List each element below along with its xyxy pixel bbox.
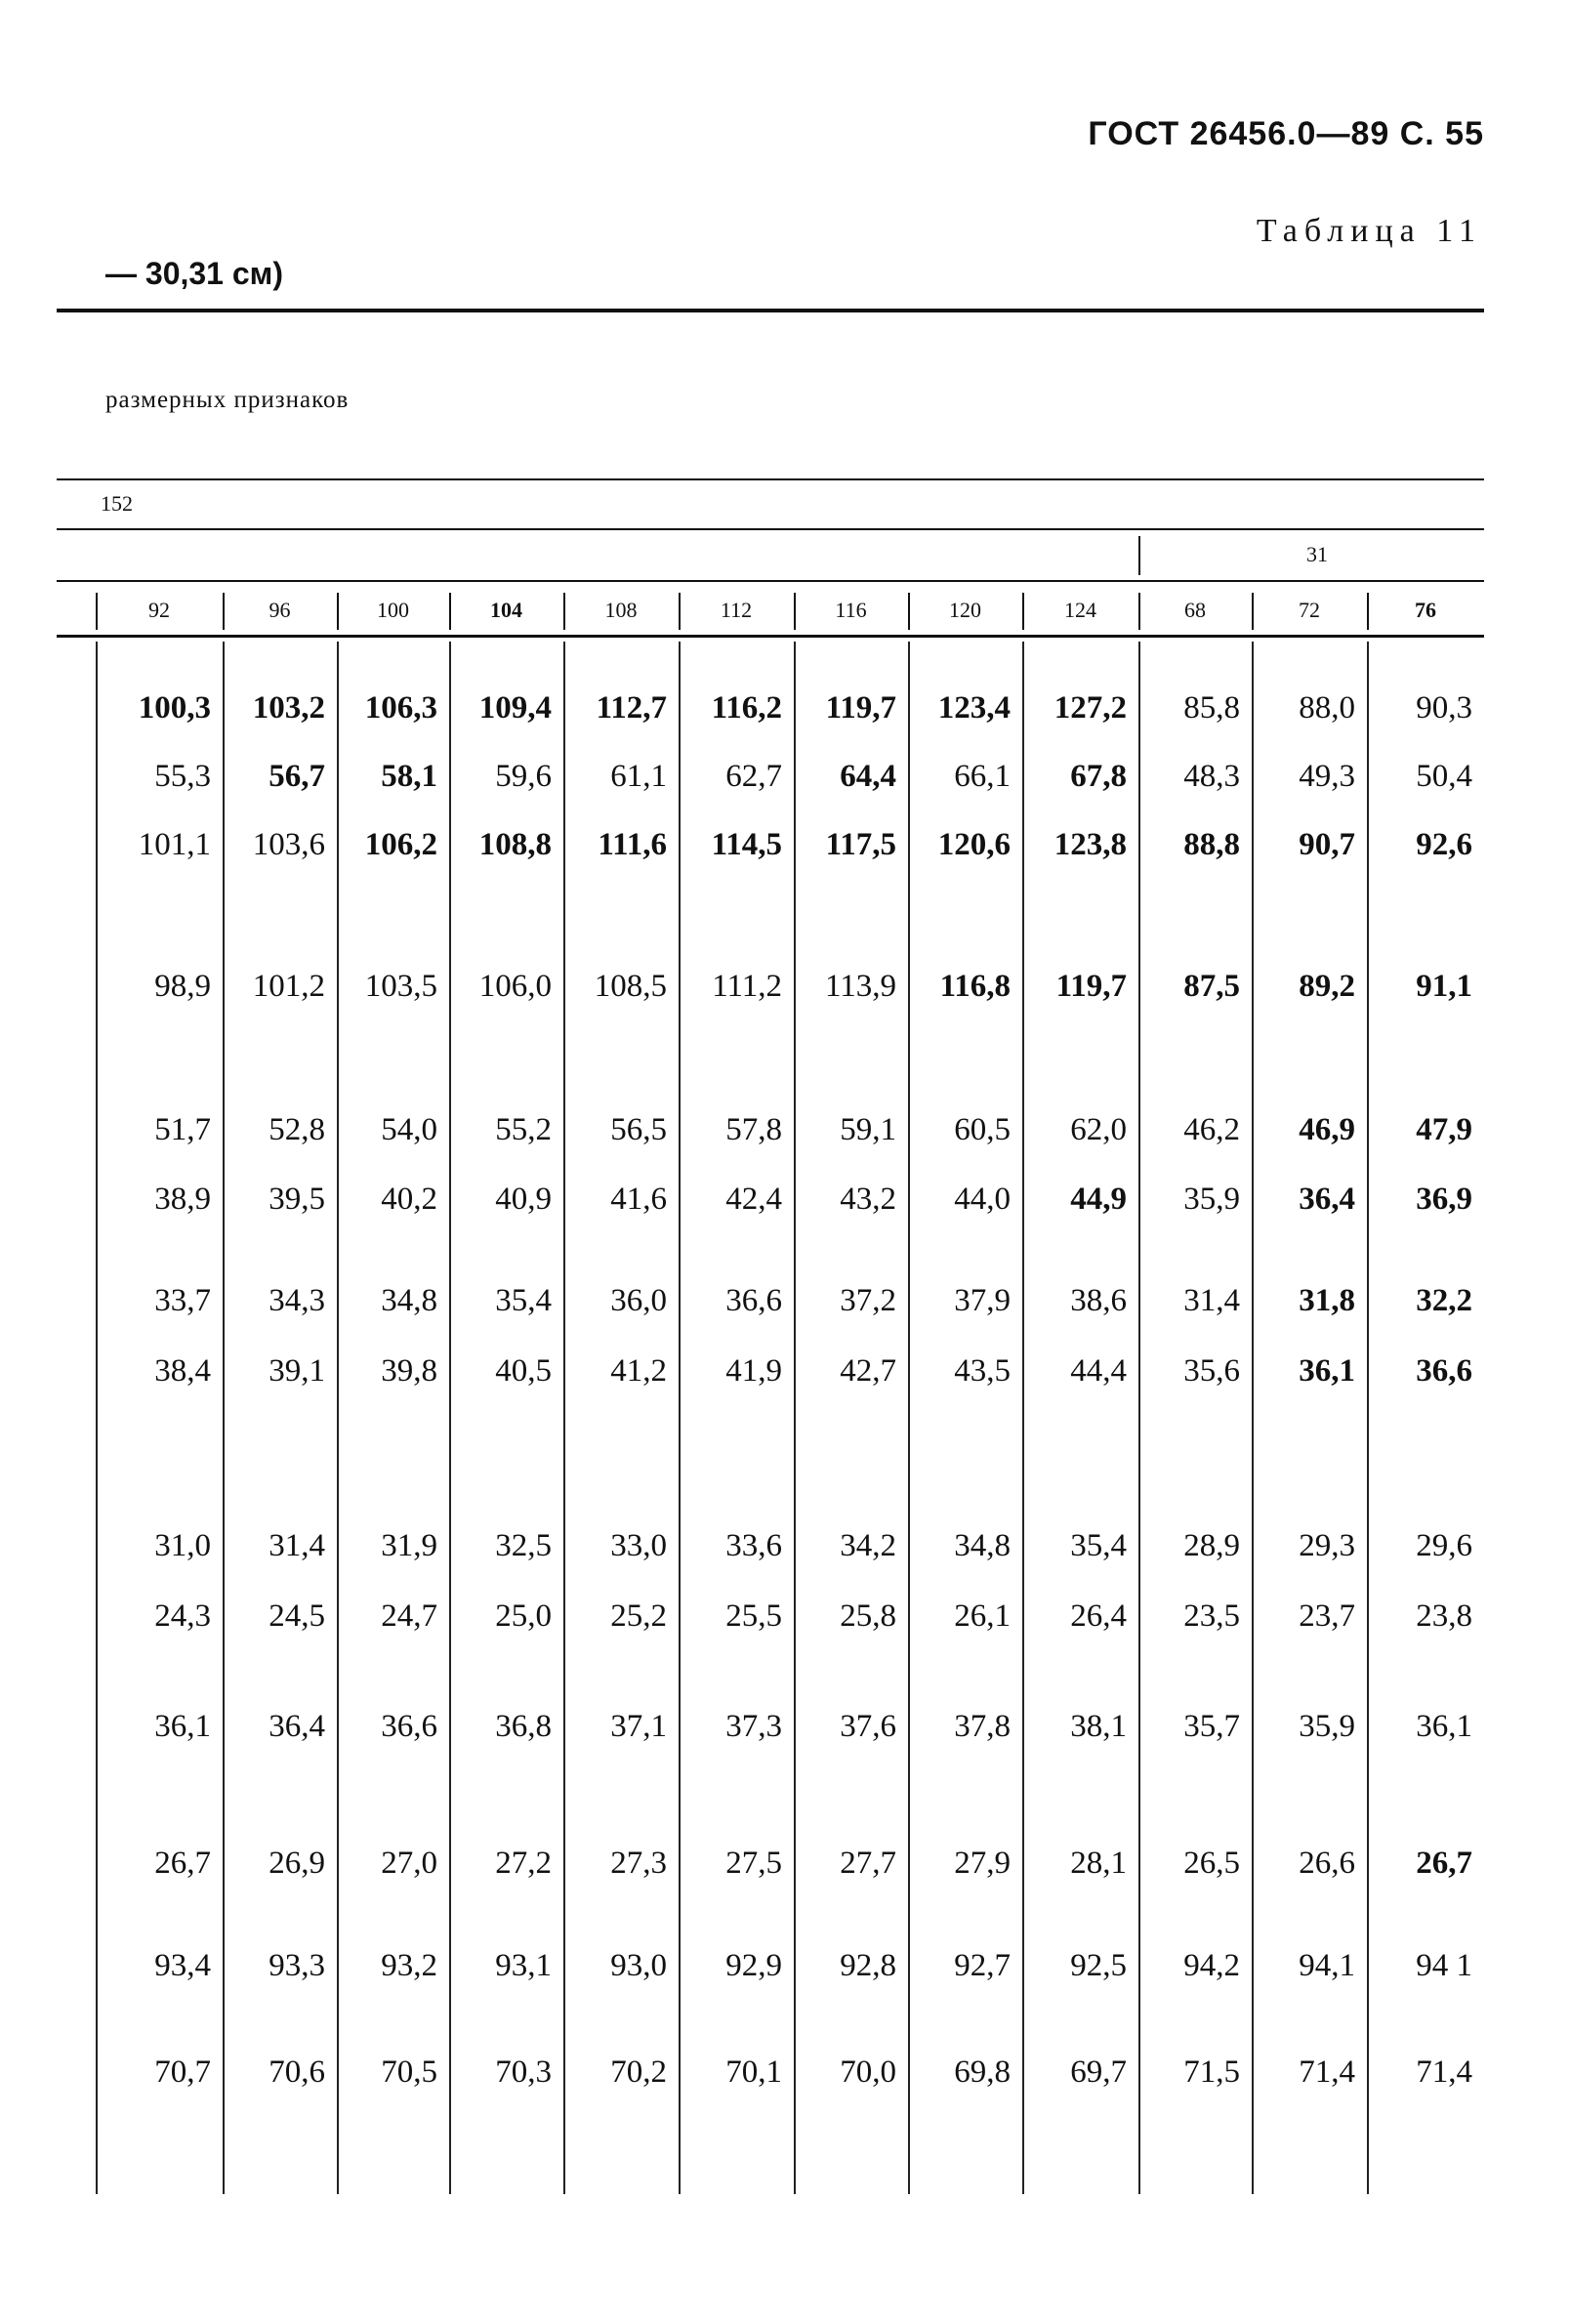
table-cell: 26,7 xyxy=(154,1846,211,1881)
table-cell: 36,1 xyxy=(1416,1709,1472,1744)
table-cell: 123,8 xyxy=(1054,827,1127,862)
table-cell: 108,5 xyxy=(594,969,667,1004)
table-cell: 37,2 xyxy=(840,1283,896,1318)
table-cell: 112,7 xyxy=(596,690,667,726)
column-header-68: 68 xyxy=(1184,598,1206,622)
table-cell: 26,6 xyxy=(1299,1846,1355,1881)
table-cell: 40,2 xyxy=(381,1182,437,1217)
table-cell: 26,7 xyxy=(1416,1846,1472,1881)
column-rule xyxy=(679,642,681,2194)
table-cell: 37,8 xyxy=(954,1709,1011,1744)
table-cell: 46,2 xyxy=(1183,1112,1240,1147)
table-cell: 93,4 xyxy=(154,1948,211,1983)
table-cell: 119,7 xyxy=(825,690,896,726)
table-cell: 35,7 xyxy=(1183,1709,1240,1744)
table-cell: 36,9 xyxy=(1416,1182,1472,1217)
table-cell: 24,3 xyxy=(154,1598,211,1634)
column-rule xyxy=(449,642,451,2194)
table-cell: 113,9 xyxy=(824,969,896,1004)
table-cell: 92,5 xyxy=(1070,1948,1127,1983)
table-cell: 93,3 xyxy=(269,1948,325,1983)
table-cell: 23,5 xyxy=(1183,1598,1240,1634)
table-cell: 28,9 xyxy=(1183,1528,1240,1563)
table-cell: 29,6 xyxy=(1416,1528,1472,1563)
table-cell: 37,1 xyxy=(610,1709,667,1744)
table-cell: 27,2 xyxy=(495,1846,552,1881)
table-cell: 34,8 xyxy=(381,1283,437,1318)
table-cell: 23,7 xyxy=(1299,1598,1355,1634)
header-separator xyxy=(794,593,796,630)
table-cell: 123,4 xyxy=(937,690,1011,726)
table-cell: 101,2 xyxy=(252,969,325,1004)
table-cell: 31,4 xyxy=(1183,1283,1240,1318)
table-cell: 38,1 xyxy=(1070,1709,1127,1744)
column-header-96: 96 xyxy=(269,598,291,622)
table-cell: 67,8 xyxy=(1070,759,1127,794)
table-cell: 27,7 xyxy=(840,1846,896,1881)
table-cell: 64,4 xyxy=(840,759,896,794)
table-cell: 35,4 xyxy=(1070,1528,1127,1563)
table-cell: 94,1 xyxy=(1299,1948,1355,1983)
table-cell: 70,6 xyxy=(269,2054,325,2090)
table-cell: 42,4 xyxy=(725,1182,782,1217)
table-cell: 36,1 xyxy=(1299,1353,1355,1389)
table-cell: 103,2 xyxy=(252,690,325,726)
table-cell: 32,2 xyxy=(1416,1283,1472,1318)
table-cell: 70,2 xyxy=(610,2054,667,2090)
column-header-76: 76 xyxy=(1415,598,1436,622)
table-cell: 69,8 xyxy=(954,2054,1011,2090)
table-rule-1 xyxy=(57,478,1484,480)
table-cell: 36,0 xyxy=(610,1283,667,1318)
table-cell: 27,0 xyxy=(381,1846,437,1881)
table-cell: 106,3 xyxy=(364,690,437,726)
table-cell: 40,5 xyxy=(495,1353,552,1389)
table-cell: 39,5 xyxy=(269,1182,325,1217)
table-cell: 35,4 xyxy=(495,1283,552,1318)
column-header-124: 124 xyxy=(1064,598,1096,622)
header-separator xyxy=(1022,593,1024,630)
table-cell: 94,2 xyxy=(1183,1948,1240,1983)
table-cell: 34,8 xyxy=(954,1528,1011,1563)
table-cell: 60,5 xyxy=(954,1112,1011,1147)
column-header-92: 92 xyxy=(148,598,170,622)
table-cell: 57,8 xyxy=(725,1112,782,1147)
table-cell: 58,1 xyxy=(381,759,437,794)
unit-fragment: — 30,31 см) xyxy=(105,256,283,291)
table-cell: 24,5 xyxy=(269,1598,325,1634)
table-cell: 31,8 xyxy=(1299,1283,1355,1318)
table-cell: 37,9 xyxy=(954,1283,1011,1318)
table-cell: 35,6 xyxy=(1183,1353,1240,1389)
table-cell: 44,4 xyxy=(1070,1353,1127,1389)
table-cell: 93,1 xyxy=(495,1948,552,1983)
table-cell: 92,8 xyxy=(840,1948,896,1983)
header-separator xyxy=(908,593,910,630)
table-cell: 120,6 xyxy=(937,827,1011,862)
table-cell: 51,7 xyxy=(154,1112,211,1147)
column-rule xyxy=(1022,642,1024,2194)
table-rule-2 xyxy=(57,528,1484,530)
table-cell: 35,9 xyxy=(1299,1709,1355,1744)
table-cell: 26,5 xyxy=(1183,1846,1240,1881)
group-label-152: 152 xyxy=(101,491,133,516)
group-separator xyxy=(1138,536,1140,575)
table-cell: 71,5 xyxy=(1183,2054,1240,2090)
table-cell: 59,1 xyxy=(840,1112,896,1147)
table-cell: 46,9 xyxy=(1299,1112,1355,1147)
table-cell: 56,5 xyxy=(610,1112,667,1147)
table-cell: 39,8 xyxy=(381,1353,437,1389)
table-cell: 111,2 xyxy=(712,969,782,1004)
top-rule xyxy=(57,309,1484,312)
header-separator xyxy=(1138,593,1140,630)
header-separator xyxy=(1252,593,1254,630)
table-cell: 88,0 xyxy=(1299,690,1355,726)
column-header-100: 100 xyxy=(377,598,409,622)
table-cell: 111,6 xyxy=(598,827,667,862)
table-cell: 100,3 xyxy=(138,690,211,726)
table-cell: 29,3 xyxy=(1299,1528,1355,1563)
table-cell: 41,6 xyxy=(610,1182,667,1217)
column-header-112: 112 xyxy=(720,598,753,622)
table-cell: 24,7 xyxy=(381,1598,437,1634)
table-cell: 92,9 xyxy=(725,1948,782,1983)
table-cell: 31,0 xyxy=(154,1528,211,1563)
table-cell: 70,0 xyxy=(840,2054,896,2090)
table-cell: 35,9 xyxy=(1183,1182,1240,1217)
table-cell: 55,2 xyxy=(495,1112,552,1147)
table-cell: 37,6 xyxy=(840,1709,896,1744)
page-header-gost: ГОСТ 26456.0—89 С. 55 xyxy=(1088,115,1484,152)
table-cell: 127,2 xyxy=(1054,690,1127,726)
table-cell: 44,9 xyxy=(1070,1182,1127,1217)
table-cell: 91,1 xyxy=(1416,969,1472,1004)
table-cell: 101,1 xyxy=(138,827,211,862)
table-cell: 70,5 xyxy=(381,2054,437,2090)
column-rule xyxy=(1252,642,1254,2194)
table-cell: 28,1 xyxy=(1070,1846,1127,1881)
table-cell: 93,2 xyxy=(381,1948,437,1983)
table-cell: 33,6 xyxy=(725,1528,782,1563)
table-cell: 37,3 xyxy=(725,1709,782,1744)
table-cell: 31,9 xyxy=(381,1528,437,1563)
table-cell: 42,7 xyxy=(840,1353,896,1389)
header-separator xyxy=(223,593,225,630)
table-cell: 103,5 xyxy=(364,969,437,1004)
table-cell: 71,4 xyxy=(1299,2054,1355,2090)
table-cell: 38,9 xyxy=(154,1182,211,1217)
table-cell: 54,0 xyxy=(381,1112,437,1147)
header-separator xyxy=(449,593,451,630)
table-cell: 25,0 xyxy=(495,1598,552,1634)
column-rule xyxy=(337,642,339,2194)
table-rule-3 xyxy=(57,580,1484,582)
table-cell: 114,5 xyxy=(711,827,782,862)
table-cell: 26,9 xyxy=(269,1846,325,1881)
table-cell: 70,7 xyxy=(154,2054,211,2090)
table-cell: 27,9 xyxy=(954,1846,1011,1881)
table-cell: 56,7 xyxy=(269,759,325,794)
table-cell: 41,9 xyxy=(725,1353,782,1389)
table-cell: 36,6 xyxy=(381,1709,437,1744)
table-cell: 26,4 xyxy=(1070,1598,1127,1634)
table-cell: 47,9 xyxy=(1416,1112,1472,1147)
table-cell: 70,1 xyxy=(725,2054,782,2090)
column-rule xyxy=(1367,642,1369,2194)
table-cell: 109,4 xyxy=(478,690,552,726)
table-cell: 32,5 xyxy=(495,1528,552,1563)
header-separator xyxy=(337,593,339,630)
table-cell: 44,0 xyxy=(954,1182,1011,1217)
table-cell: 106,2 xyxy=(364,827,437,862)
header-separator xyxy=(679,593,681,630)
table-rule-4 xyxy=(57,635,1484,638)
table-cell: 36,6 xyxy=(1416,1353,1472,1389)
table-cell: 43,2 xyxy=(840,1182,896,1217)
table-cell: 36,1 xyxy=(154,1709,211,1744)
table-cell: 98,9 xyxy=(154,969,211,1004)
table-cell: 40,9 xyxy=(495,1182,552,1217)
table-cell: 103,6 xyxy=(252,827,325,862)
table-cell: 26,1 xyxy=(954,1598,1011,1634)
table-cell: 36,8 xyxy=(495,1709,552,1744)
table-cell: 90,3 xyxy=(1416,690,1472,726)
table-cell: 88,8 xyxy=(1183,827,1240,862)
table-cell: 62,0 xyxy=(1070,1112,1127,1147)
table-cell: 85,8 xyxy=(1183,690,1240,726)
table-cell: 59,6 xyxy=(495,759,552,794)
table-cell: 38,4 xyxy=(154,1353,211,1389)
table-cell: 92,6 xyxy=(1416,827,1472,862)
table-cell: 36,4 xyxy=(1299,1182,1355,1217)
table-cell: 25,2 xyxy=(610,1598,667,1634)
table-cell: 38,6 xyxy=(1070,1283,1127,1318)
table-cell: 34,3 xyxy=(269,1283,325,1318)
column-header-104: 104 xyxy=(490,598,522,622)
table-cell: 27,3 xyxy=(610,1846,667,1881)
table-cell: 31,4 xyxy=(269,1528,325,1563)
table-cell: 66,1 xyxy=(954,759,1011,794)
table-cell: 25,8 xyxy=(840,1598,896,1634)
table-cell: 71,4 xyxy=(1416,2054,1472,2090)
column-rule xyxy=(563,642,565,2194)
table-cell: 61,1 xyxy=(610,759,667,794)
table-cell: 33,0 xyxy=(610,1528,667,1563)
table-cell: 39,1 xyxy=(269,1353,325,1389)
table-cell: 117,5 xyxy=(825,827,896,862)
column-header-108: 108 xyxy=(604,598,638,622)
table-cell: 93,0 xyxy=(610,1948,667,1983)
table-cell: 94 1 xyxy=(1416,1948,1472,1983)
column-header-120: 120 xyxy=(949,598,981,622)
table-cell: 108,8 xyxy=(478,827,552,862)
table-cell: 36,6 xyxy=(725,1283,782,1318)
column-rule xyxy=(223,642,225,2194)
column-rule xyxy=(96,642,98,2194)
table-cell: 36,4 xyxy=(269,1709,325,1744)
table-cell: 43,5 xyxy=(954,1353,1011,1389)
table-cell: 48,3 xyxy=(1183,759,1240,794)
table-cell: 34,2 xyxy=(840,1528,896,1563)
table-cell: 116,8 xyxy=(939,969,1011,1004)
table-cell: 69,7 xyxy=(1070,2054,1127,2090)
table-cell: 92,7 xyxy=(954,1948,1011,1983)
table-cell: 90,7 xyxy=(1299,827,1355,862)
header-separator xyxy=(96,593,98,630)
group-label-31: 31 xyxy=(1306,542,1328,566)
table-cell: 55,3 xyxy=(154,759,211,794)
column-rule xyxy=(1138,642,1140,2194)
table-label: Таблица 11 xyxy=(1256,213,1482,249)
column-rule xyxy=(794,642,796,2194)
table-cell: 87,5 xyxy=(1183,969,1240,1004)
table-cell: 33,7 xyxy=(154,1283,211,1318)
column-header-72: 72 xyxy=(1299,598,1320,622)
column-rule xyxy=(908,642,910,2194)
table-cell: 116,2 xyxy=(711,690,782,726)
table-subtitle: размерных признаков xyxy=(105,387,350,413)
table-cell: 119,7 xyxy=(1055,969,1127,1004)
table-cell: 25,5 xyxy=(725,1598,782,1634)
table-cell: 49,3 xyxy=(1299,759,1355,794)
table-cell: 62,7 xyxy=(725,759,782,794)
header-separator xyxy=(563,593,565,630)
table-cell: 52,8 xyxy=(269,1112,325,1147)
table-cell: 27,5 xyxy=(725,1846,782,1881)
table-cell: 106,0 xyxy=(478,969,552,1004)
table-cell: 23,8 xyxy=(1416,1598,1472,1634)
table-cell: 70,3 xyxy=(495,2054,552,2090)
header-separator xyxy=(1367,593,1369,630)
table-cell: 50,4 xyxy=(1416,759,1472,794)
column-header-116: 116 xyxy=(835,598,867,622)
table-cell: 89,2 xyxy=(1299,969,1355,1004)
table-cell: 41,2 xyxy=(610,1353,667,1389)
